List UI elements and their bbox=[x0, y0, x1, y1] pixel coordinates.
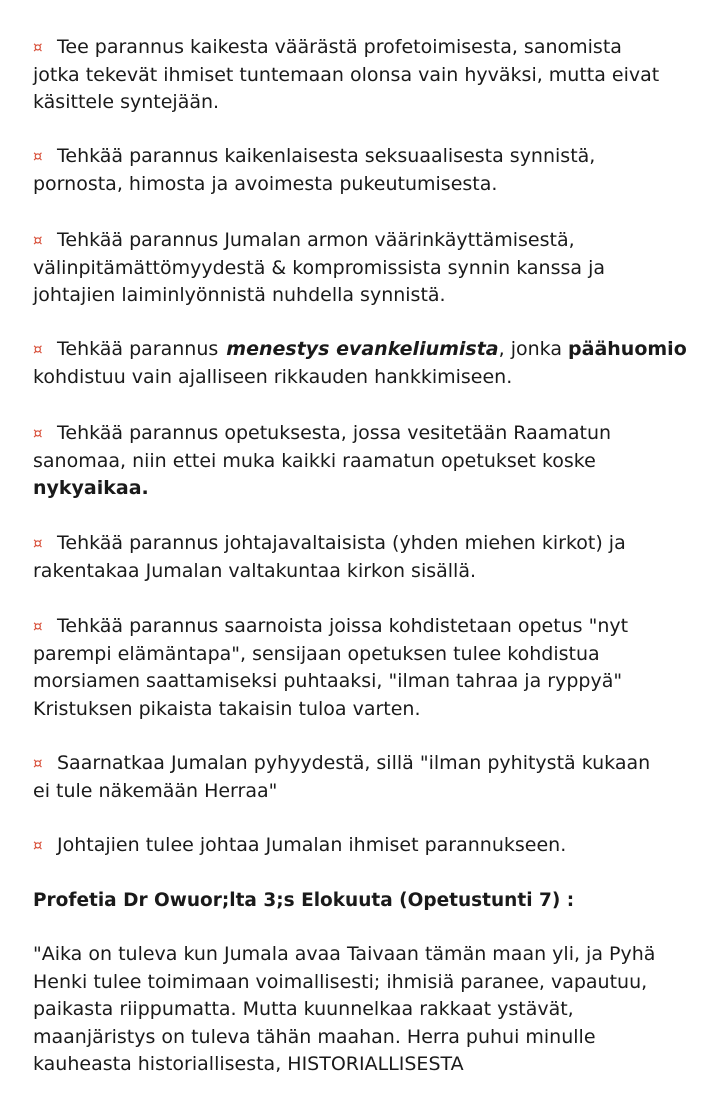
list-item-text: ei tule näkemään Herraa" bbox=[33, 779, 278, 802]
list-item-text: Saarnatkaa Jumalan pyhyydestä, sillä "ilman pyhitystä kukaan bbox=[57, 752, 651, 774]
list-item-text: välinpitämättömyydestä & kompromissista synnin kanssa ja bbox=[33, 256, 606, 279]
list-item-text: morsiamen saattamiseksi puhtaaksi, "ilman tahraa ja ryppyä" bbox=[33, 670, 623, 692]
list-item-text: Tehkää parannus opetuksesta, jossa vesitetään Raamatun bbox=[57, 422, 612, 444]
list-item-text: Tehkää parannus Jumalan armon väärinkäyttämisestä, bbox=[57, 229, 575, 251]
bullet-icon: ¤ bbox=[33, 754, 43, 772]
quote-line: Henki tulee toimimaan voimallisesti; ihmisiä paranee, vapautuu, bbox=[33, 970, 648, 993]
list-item-text: rakentakaa Jumalan valtakuntaa kirkon sisällä. bbox=[33, 559, 477, 582]
bullet-icon: ¤ bbox=[33, 231, 43, 249]
list-item-text: Johtajien tulee johtaa Jumalan ihmiset parannukseen. bbox=[57, 834, 567, 856]
list-item-text: parempi elämäntapa", sensijaan opetuksen tulee kohdistua bbox=[33, 642, 600, 665]
list-item bbox=[33, 613, 628, 723]
list-item-text: Tee parannus kaikesta väärästä profetoimisesta, sanomista bbox=[57, 36, 622, 58]
list-item bbox=[33, 143, 595, 198]
quote-line: "Aika on tuleva kun Jumala avaa Taivaan tämän maan yli, ja Pyhä bbox=[33, 943, 656, 965]
list-item bbox=[33, 530, 626, 585]
list-item-text: johtajien laiminlyönnistä nuhdella synnistä. bbox=[33, 284, 446, 306]
bullet-icon: ¤ bbox=[33, 38, 43, 56]
list-item-text: Tehkää parannus kaikenlaisesta seksuaalisesta synnistä, bbox=[57, 145, 596, 167]
list-item bbox=[33, 336, 687, 391]
list-item-text: käsittele syntejään. bbox=[33, 91, 220, 113]
list-item-text: Tehkää parannus johtajavaltaisista (yhden miehen kirkot) ja bbox=[57, 532, 626, 554]
quote-line: kauheasta historiallisesta, HISTORIALLISESTA bbox=[33, 1053, 464, 1075]
bullet-icon: ¤ bbox=[33, 617, 43, 635]
bullet-icon: ¤ bbox=[33, 340, 43, 358]
list-item-text: Kristuksen pikaista takaisin tuloa varten. bbox=[33, 697, 421, 720]
list-item bbox=[33, 227, 605, 310]
quote-line: maanjäristys on tuleva tähän maahan. Herra puhui minulle bbox=[33, 1025, 596, 1048]
bullet-icon: ¤ bbox=[33, 147, 43, 165]
bullet-icon: ¤ bbox=[33, 424, 43, 442]
quote-line: paikasta riippumatta. Mutta kuunnelkaa rakkaat ystävät, bbox=[33, 998, 574, 1020]
emphasized-text: menestys evankeliumista bbox=[226, 338, 499, 360]
list-item-text: kohdistuu vain ajalliseen rikkauden hankkimiseen. bbox=[33, 365, 513, 388]
bullet-icon: ¤ bbox=[33, 534, 43, 552]
list-item bbox=[33, 34, 659, 117]
bullet-icon: ¤ bbox=[33, 836, 43, 854]
quote-block bbox=[33, 941, 655, 1079]
bold-text: päähuomio bbox=[568, 338, 687, 360]
list-item bbox=[33, 420, 611, 503]
list-item-text: Tehkää parannus saarnoista joissa kohdistetaan opetus "nyt bbox=[57, 615, 629, 637]
list-item bbox=[33, 750, 650, 805]
list-item bbox=[33, 832, 566, 860]
list-item-text: Tehkää parannus bbox=[57, 338, 219, 360]
section-heading: Profetia Dr Owuor;lta 3;s Elokuuta (Opetustunti 7) : bbox=[33, 890, 575, 911]
list-item-text: , jonka bbox=[498, 338, 562, 360]
list-item-text: sanomaa, niin ettei muka kaikki raamatun opetukset koske bbox=[33, 449, 596, 472]
bold-text: nykyaikaa. bbox=[33, 477, 149, 499]
list-item-text: pornosta, himosta ja avoimesta pukeutumisesta. bbox=[33, 172, 498, 195]
list-item-text: jotka tekevät ihmiset tuntemaan olonsa vain hyväksi, mutta eivat bbox=[33, 63, 660, 86]
